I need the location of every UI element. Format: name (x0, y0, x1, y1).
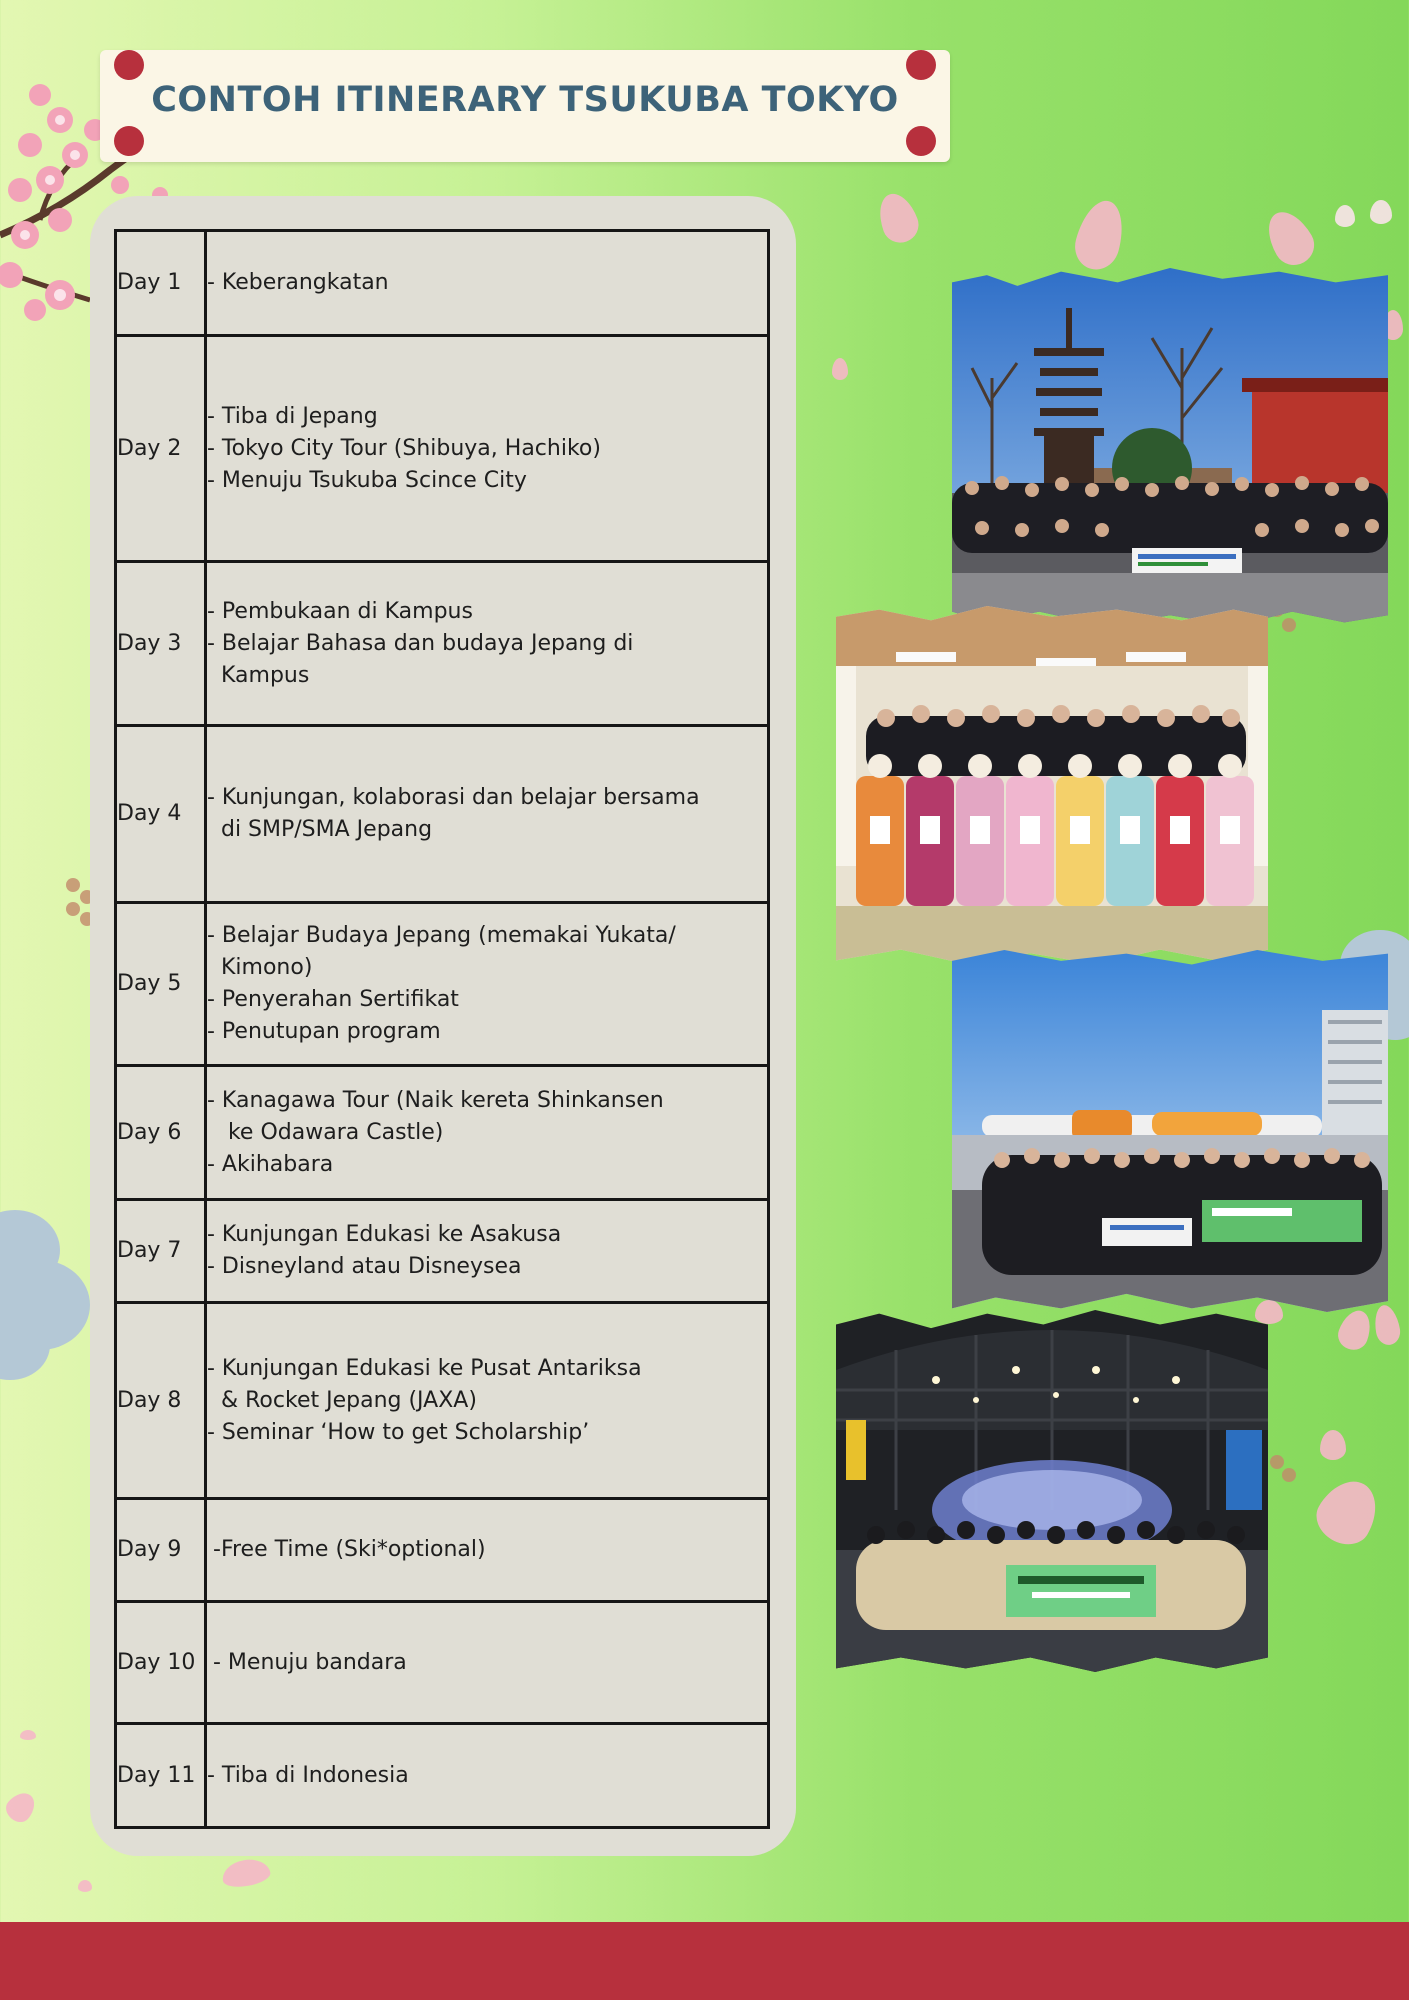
photo-jaxa-outdoor-group (952, 950, 1388, 1312)
activity-line: - Tiba di Jepang (207, 403, 378, 429)
photo-kimono-group (836, 606, 1268, 964)
table-row (116, 1066, 769, 1200)
activity-cell (206, 1303, 769, 1499)
activity-cell (206, 562, 769, 726)
activity-line: ke Odawara Castle) (207, 1119, 444, 1145)
dot-icon (1282, 618, 1296, 632)
activity-line: - Kunjungan, kolaborasi dan belajar bersama (207, 785, 700, 810)
dot-icon (1270, 1455, 1284, 1469)
activity-cell (206, 1602, 769, 1724)
activity-line: - Belajar Budaya Jepang (memakai Yukata/ (207, 923, 676, 948)
petal-icon (1308, 1470, 1388, 1553)
day-label: Day 5 (116, 903, 206, 1066)
petal-icon (1320, 1430, 1346, 1460)
activity-line: - Akihabara (207, 1151, 334, 1177)
dot-icon (66, 902, 80, 916)
day-label: Day 7 (116, 1200, 206, 1303)
petal-icon (1335, 205, 1355, 227)
activity-line: - Penutupan program (207, 1019, 441, 1044)
table-row (116, 1200, 769, 1303)
activity-line: -Free Time (Ski*optional) (213, 1537, 486, 1562)
photo-temple-group (952, 268, 1388, 626)
petal-icon (1259, 204, 1322, 272)
table-row (116, 562, 769, 726)
pin-icon (906, 126, 936, 156)
day-label: Day 10 (116, 1602, 206, 1724)
activity-cell (206, 1200, 769, 1303)
petal-icon (1370, 200, 1392, 224)
table-row (116, 726, 769, 903)
activity-line: - Menuju bandara (213, 1649, 407, 1675)
photo-jaxa-hangar-group (836, 1310, 1268, 1672)
activity-cell (206, 726, 769, 903)
activity-cell (206, 903, 769, 1066)
table-row (116, 903, 769, 1066)
activity-cell (206, 1724, 769, 1828)
table-row (116, 336, 769, 562)
activity-line: - Tiba di Indonesia (207, 1762, 409, 1788)
petal-icon (1070, 195, 1131, 274)
activity-cell (206, 1066, 769, 1200)
day-label: Day 6 (116, 1066, 206, 1200)
pin-icon (114, 126, 144, 156)
day-label: Day 8 (116, 1303, 206, 1499)
day-label: Day 1 (116, 231, 206, 336)
activity-line: - Kunjungan Edukasi ke Pusat Antariksa (207, 1355, 642, 1381)
activity-cell (206, 231, 769, 336)
activity-line: - Pembukaan di Kampus (207, 598, 473, 624)
dot-icon (66, 878, 80, 892)
activity-line: - Kanagawa Tour (Naik kereta Shinkansen (207, 1087, 664, 1113)
activity-line: & Rocket Jepang (JAXA) (207, 1387, 477, 1413)
day-label: Day 9 (116, 1499, 206, 1602)
activity-line: - Kunjungan Edukasi ke Asakusa (207, 1222, 562, 1247)
petal-icon (1, 1787, 40, 1827)
petal-icon (832, 358, 848, 380)
table-row (116, 231, 769, 336)
table-row (116, 1303, 769, 1499)
activity-line: - Keberangkatan (207, 270, 389, 295)
activity-line: - Menuju Tsukuba Scince City (207, 467, 527, 493)
day-label: Day 3 (116, 562, 206, 726)
activity-cell (206, 336, 769, 562)
dot-icon (1282, 1468, 1296, 1482)
table-row (116, 1602, 769, 1724)
activity-line: - Belajar Bahasa dan budaya Jepang di (207, 630, 634, 656)
footer-bar (0, 1922, 1409, 2000)
petal-icon (1255, 1300, 1283, 1324)
petal-icon (1372, 1303, 1403, 1347)
activity-line: di SMP/SMA Jepang (207, 817, 433, 842)
itinerary-table (114, 229, 770, 1829)
cloud-left-icon (0, 1210, 100, 1380)
petal-icon (20, 1730, 36, 1740)
activity-line: Kimono) (207, 955, 313, 980)
petal-icon (78, 1880, 92, 1892)
activity-cell (206, 1499, 769, 1602)
table-row (116, 1499, 769, 1602)
petal-icon (873, 188, 924, 247)
activity-line: Kampus (207, 662, 310, 688)
activity-line: - Penyerahan Sertifikat (207, 987, 459, 1012)
pin-icon (114, 50, 144, 80)
petal-icon (1334, 1306, 1376, 1354)
day-label: Day 4 (116, 726, 206, 903)
title-banner (100, 50, 950, 162)
table-row (116, 1724, 769, 1828)
petal-icon (220, 1856, 272, 1890)
activity-line: - Tokyo City Tour (Shibuya, Hachiko) (207, 435, 601, 461)
activity-line: - Disneyland atau Disneysea (207, 1254, 522, 1279)
day-label: Day 11 (116, 1724, 206, 1828)
activity-line: - Seminar ‘How to get Scholarship’ (207, 1419, 590, 1445)
day-label: Day 2 (116, 336, 206, 562)
page-title: CONTOH ITINERARY TSUKUBA TOKYO (151, 80, 899, 120)
pin-icon (906, 50, 936, 80)
